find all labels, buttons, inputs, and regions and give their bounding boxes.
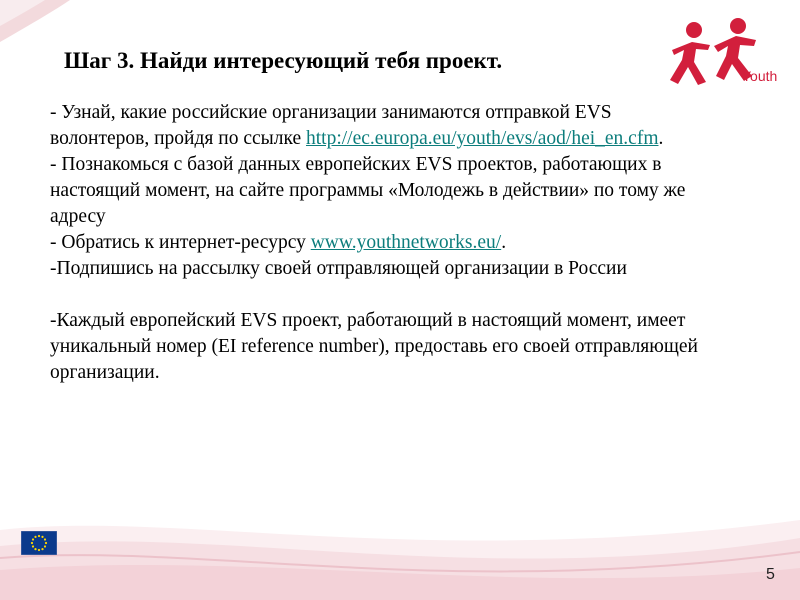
paragraph-resource-text: - Обратись к интернет-ресурсу [50, 232, 311, 253]
link-evs-organizations[interactable]: http://ec.europa.eu/youth/evs/aod/hei_en.cfm [305, 128, 659, 149]
paragraph-resource-end: . [501, 232, 507, 253]
paragraph-database: - Познакомься с базой данных европейских EVS проектов, работающих в настоящий момент, на сайте программы «Молодежь в действии» по тому же адресу [50, 154, 686, 227]
paragraph-subscribe: -Подпишись на рассылку своей отправляющей организации в России [50, 258, 627, 279]
paragraph-organizations-text: - Узнай, какие российские организации занимаются отправкой EVS волонтеров, пройдя по ссылке [50, 102, 612, 149]
logo-text: Youth [742, 68, 778, 84]
link-youthnetworks[interactable]: www.youthnetworks.eu/ [310, 232, 502, 253]
paragraph-resource [50, 230, 710, 256]
paragraph-organizations-end: . [658, 128, 664, 149]
bottom-wave-decoration [0, 480, 800, 600]
slide-title: Шаг 3. Найди интересующий тебя проект. [64, 48, 503, 73]
spacer [50, 282, 710, 308]
page-number: 5 [766, 566, 775, 583]
eu-flag-icon [21, 531, 57, 555]
paragraph-reference-number: -Каждый европейский EVS проект, работающий в настоящий момент, имеет уникальный номер (EI reference number), предоставь его своей отправляющей организации. [50, 310, 698, 383]
paragraph-organizations [50, 100, 710, 152]
slide-body [50, 100, 710, 386]
